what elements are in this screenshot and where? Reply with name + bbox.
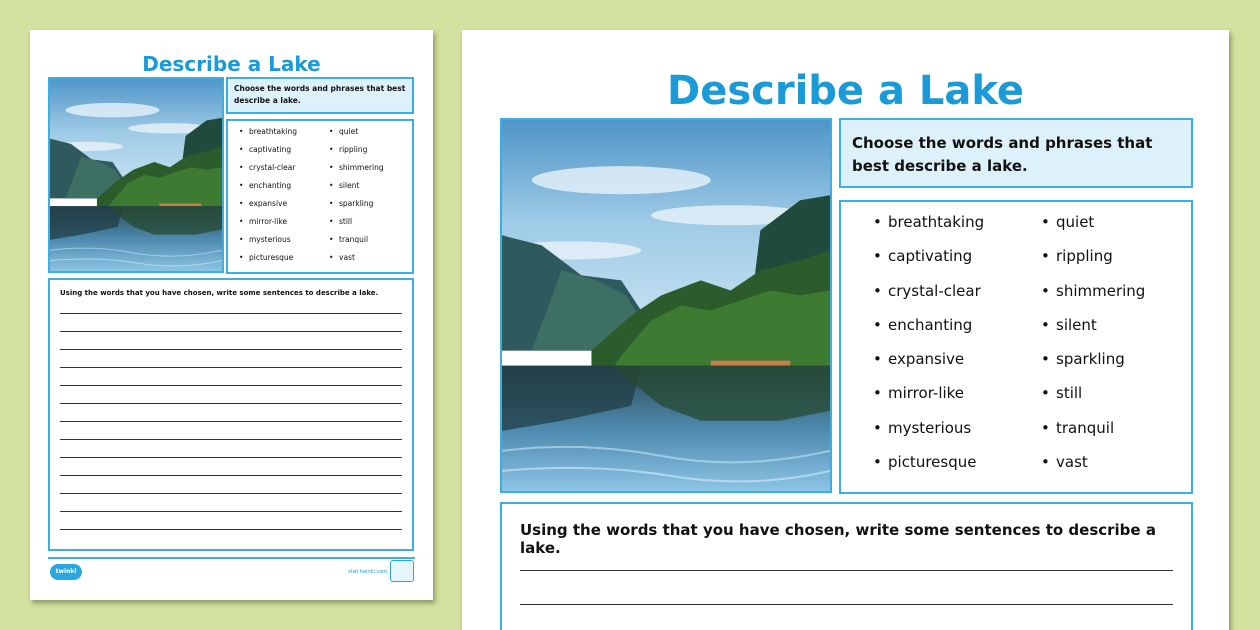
writing-line [520,604,1173,605]
word-column-left [841,213,984,487]
worksheet-preview-large [462,30,1229,630]
writing-line [60,349,402,350]
word-column-left [236,127,297,271]
word-item: • enchanting [236,181,297,199]
word-item: • expansive [236,199,297,217]
writing-prompt: Using the words that you have chosen, write some sentences to describe a lake. [60,289,379,297]
lake-photo [48,77,224,273]
word-item: • vast [326,253,384,271]
instruction-box [839,118,1193,188]
word-item: • shimmering [326,163,384,181]
word-item: • crystal-clear [236,163,297,181]
writing-area [500,502,1193,630]
word-item: • still [1011,384,1145,418]
word-item: • mysterious [841,419,984,453]
writing-area [48,278,414,551]
writing-line [60,493,402,494]
word-item: • expansive [841,350,984,384]
footer-visit-text: visit twinkl.com [348,569,388,575]
word-item: • breathtaking [841,213,984,247]
lake-photo [500,118,832,493]
worksheet-title: Describe a Lake [666,68,1025,114]
twinkl-logo-icon: twinkl [50,564,82,580]
word-item: • enchanting [841,316,984,350]
worksheet-title: Describe a Lake [142,52,321,76]
writing-line [60,511,402,512]
word-item: • mysterious [236,235,297,253]
word-item: • rippling [326,145,384,163]
instruction-text: Choose the words and phrases that best describe a lake. [228,79,412,112]
word-item: • crystal-clear [841,282,984,316]
writing-line [60,367,402,368]
word-column-right [326,127,384,271]
word-item: • vast [1011,453,1145,487]
word-column-right [1011,213,1145,487]
word-item: • mirror-like [841,384,984,418]
writing-prompt: Using the words that you have chosen, write some sentences to describe a lake. [520,521,1156,557]
word-item: • silent [326,181,384,199]
instruction-box [226,77,414,114]
writing-line [60,385,402,386]
word-item: • mirror-like [236,217,297,235]
writing-line [60,403,402,404]
word-item: • picturesque [236,253,297,271]
writing-line [60,331,402,332]
writing-line [520,570,1173,571]
worksheet-preview-small [30,30,433,600]
word-item: • sparkling [1011,350,1145,384]
word-item: • breathtaking [236,127,297,145]
word-bank [839,200,1193,494]
writing-line [60,457,402,458]
word-item: • shimmering [1011,282,1145,316]
word-item: • still [326,217,384,235]
word-item: • silent [1011,316,1145,350]
word-item: • rippling [1011,247,1145,281]
twinkl-badge-icon [390,560,414,582]
word-item: • captivating [841,247,984,281]
writing-line [60,529,402,530]
word-item: • captivating [236,145,297,163]
word-item: • quiet [1011,213,1145,247]
word-item: • quiet [326,127,384,145]
writing-line [60,313,402,314]
word-item: • tranquil [326,235,384,253]
writing-line [60,475,402,476]
word-item: • picturesque [841,453,984,487]
writing-line [60,421,402,422]
word-item: • tranquil [1011,419,1145,453]
word-item: • sparkling [326,199,384,217]
word-bank [226,119,414,274]
writing-line [60,439,402,440]
instruction-text: Choose the words and phrases that best describe a lake. [841,120,1191,186]
footer-divider [48,557,415,559]
